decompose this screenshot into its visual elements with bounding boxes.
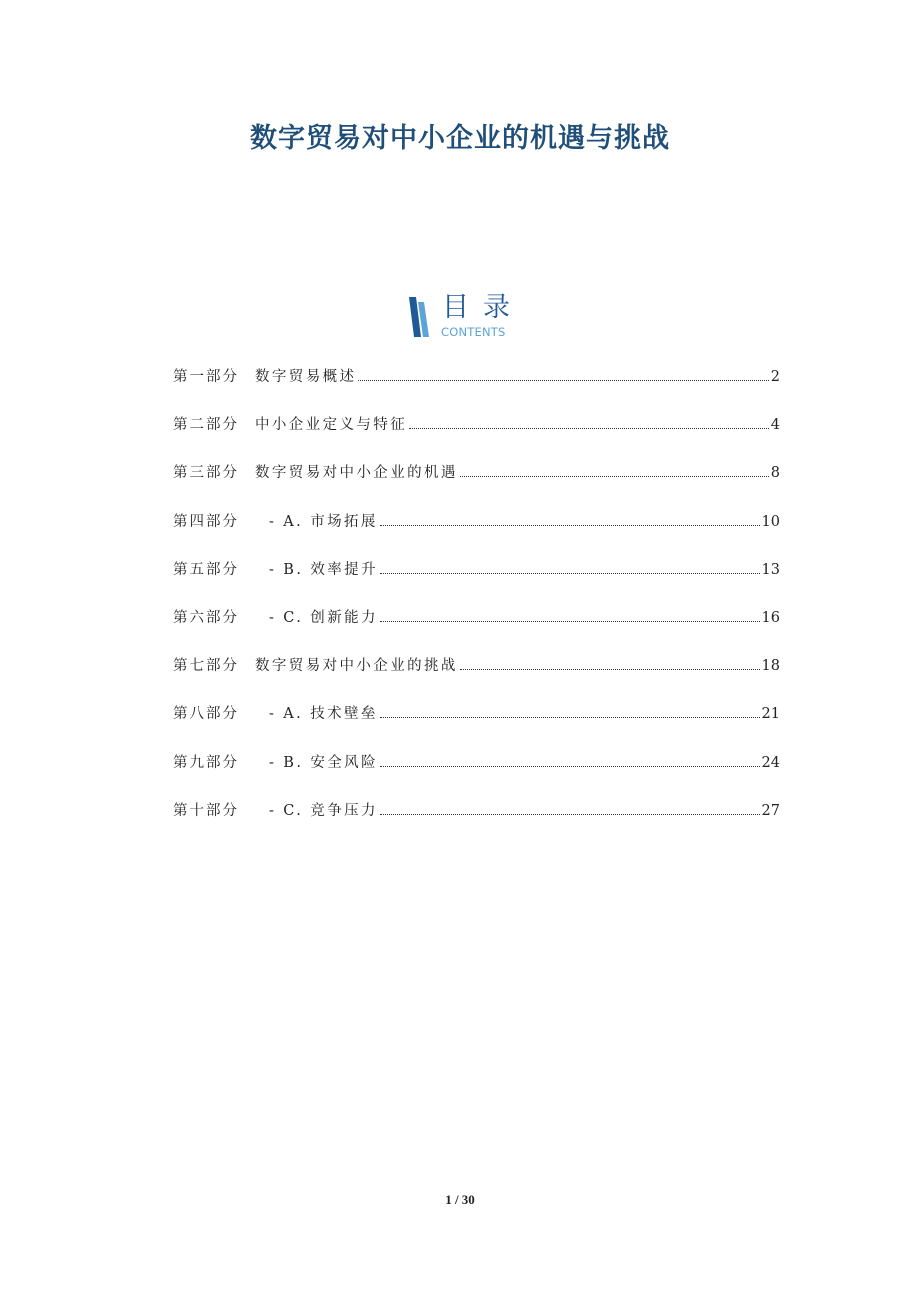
toc-entry-title: 数字贸易对中小企业的机遇 bbox=[255, 465, 458, 482]
toc-entry-part: 第一部分 bbox=[173, 369, 239, 385]
toc-heading-title: 目录 bbox=[442, 292, 524, 323]
toc-entry-part: 第十部分 bbox=[173, 802, 239, 819]
toc-entry-page: 24 bbox=[761, 754, 780, 771]
document-title: 数字贸易对中小企业的机遇与挑战 bbox=[250, 123, 670, 154]
toc-entry[interactable] bbox=[173, 511, 780, 559]
toc-heading-subtitle: CONTENTS bbox=[441, 325, 506, 339]
toc-leader-dots bbox=[380, 814, 760, 815]
toc-leader-dots bbox=[460, 669, 760, 670]
toc-leader-dots bbox=[460, 476, 769, 477]
toc-entry-part: 第六部分 bbox=[173, 609, 239, 626]
toc-entry-part: 第四部分 bbox=[173, 513, 239, 530]
toc-entry-page: 18 bbox=[761, 658, 780, 675]
toc-entry[interactable] bbox=[173, 414, 780, 462]
toc-entry[interactable] bbox=[173, 655, 780, 703]
toc-entry[interactable] bbox=[173, 752, 780, 800]
toc-entry-title: 中小企业定义与特征 bbox=[255, 417, 408, 434]
toc-entry[interactable] bbox=[173, 800, 780, 848]
toc-leader-dots bbox=[380, 766, 760, 767]
toc-entry-title: 数字贸易对中小企业的挑战 bbox=[255, 658, 458, 675]
toc-leader-dots bbox=[409, 428, 769, 429]
toc-entry-title: - A. 市场拓展 bbox=[269, 513, 378, 530]
toc-entry-part: 第七部分 bbox=[173, 658, 239, 675]
toc-entry-part: 第二部分 bbox=[173, 417, 239, 434]
toc-entry-page: 16 bbox=[761, 609, 780, 626]
toc-entry[interactable] bbox=[173, 366, 780, 414]
toc-entry-title: - B. 安全风险 bbox=[269, 754, 378, 771]
page-number: 1 / 30 bbox=[445, 1192, 475, 1207]
toc-entry-part: 第九部分 bbox=[173, 754, 239, 771]
toc-logo-icon bbox=[407, 296, 431, 338]
toc-entry[interactable] bbox=[173, 559, 780, 607]
toc-entry-page: 10 bbox=[761, 513, 780, 530]
toc-entry-title: - C. 创新能力 bbox=[269, 609, 378, 626]
toc-entry-part: 第八部分 bbox=[173, 706, 239, 723]
toc-entry-title: - A. 技术壁垒 bbox=[269, 706, 378, 723]
toc-leader-dots bbox=[380, 621, 760, 622]
toc-entry-title: - C. 竞争压力 bbox=[269, 802, 378, 819]
toc-entry-page: 27 bbox=[761, 802, 780, 819]
toc-entry-page: 21 bbox=[761, 706, 780, 723]
toc-leader-dots bbox=[380, 717, 760, 718]
toc-entry-page: 4 bbox=[770, 417, 780, 434]
toc-entry-title: - B. 效率提升 bbox=[269, 561, 378, 578]
toc-entry-page: 2 bbox=[770, 369, 780, 385]
toc-leader-dots bbox=[380, 525, 760, 526]
toc-entry-part: 第三部分 bbox=[173, 465, 239, 482]
toc-entry[interactable] bbox=[173, 703, 780, 751]
toc-entry-part: 第五部分 bbox=[173, 561, 239, 578]
toc-leader-dots bbox=[380, 573, 760, 574]
toc-heading bbox=[407, 292, 547, 342]
toc-entry-page: 8 bbox=[770, 465, 780, 482]
toc-entry-title: 数字贸易概述 bbox=[255, 369, 357, 385]
toc-leader-dots bbox=[358, 380, 768, 381]
toc-entry-page: 13 bbox=[761, 561, 780, 578]
toc-entry[interactable] bbox=[173, 607, 780, 655]
toc-entry[interactable] bbox=[173, 462, 780, 510]
toc-list bbox=[173, 366, 780, 848]
